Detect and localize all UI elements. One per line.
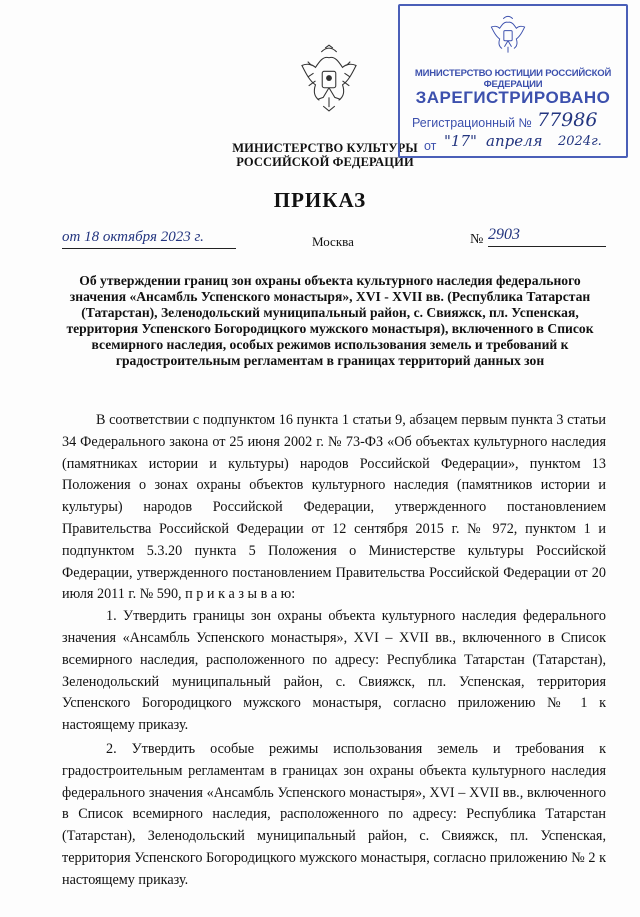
order-date-text: от 18 октября 2023 г. [62, 229, 204, 245]
order-city: Москва [312, 234, 354, 249]
ministry-line-1: МИНИСТЕРСТВО КУЛЬТУРЫ [232, 141, 418, 155]
stamp-coat-of-arms-icon [490, 14, 526, 58]
stamp-status: ЗАРЕГИСТРИРОВАНО [415, 88, 611, 107]
stamp-year: 2024г. [558, 134, 602, 149]
intro-paragraph: В соответствии с подпунктом 16 пункта 1 статьи 9, абзацем первым пункта 3 статьи 34 Федерального закона от 25 июня 2002 г. № 73-ФЗ «Об объектах культурного наследия (памятниках истории и культуры) народов Российской Федерации», пунктом 13 Положения о зонах охраны объектов культурного наследия (памятников истории и культуры) народов Российской Федерации, утвержденного постановлением Правительства Российской Федерации от 12 сентября 2015 г. № 972, пунктом 1 и подпунктом 5.3.20 пункта 5 Положения о Министерстве культуры Российской Федерации, утвержденного постановлением Правительства Российской Федерации от 20 июля 2011 г. № 590, п р и к а з ы в а ю: [62, 412, 606, 603]
date-underline [62, 248, 236, 249]
coat-of-arms-icon [300, 44, 358, 116]
number-underline [488, 246, 606, 247]
item-1-paragraph: 1. Утвердить границы зон охраны объекта культурного наследия федерального значения «Ансамбль Успенского монастыря», XVI – XVII вв., включенного в Список всемирного наследия, расположенного по адресу: Республика Татарстан (Татарстан), Зеленодольский муниципальный район, с. Свияжск, пл. Успенская, территория Успенского Богородицкого мужского монастыря, согласно приложению № 1 к настоящему приказу. [62, 608, 606, 734]
order-date [62, 229, 204, 246]
stamp-reg-number: 77986 [537, 109, 598, 131]
order-body [62, 410, 606, 892]
order-number [488, 226, 520, 244]
document-title: ПРИКАЗ [273, 188, 367, 212]
stamp-organization: МИНИСТЕРСТВО ЮСТИЦИИ РОССИЙСКОЙ ФЕДЕРАЦИИ [414, 68, 612, 90]
stamp-day: "17" [444, 132, 477, 150]
ministry-line-2: РОССИЙСКОЙ ФЕДЕРАЦИИ [236, 155, 414, 169]
stamp-reg-label: Регистрационный № [412, 116, 532, 130]
item-2-paragraph: 2. Утвердить особые режимы использования земель и требования к градостроительным регламентам в границах зон охраны объекта культурного наследия федерального значения «Ансамбль Успенского монастыря», XVI – XVII вв., включенного в Список всемирного наследия, расположенного по адресу: Республика Татарстан (Татарстан), Зеленодольский муниципальный район, с. Свияжск, пл. Успенская, территория Успенского Богородицкого мужского монастыря, согласно приложению № 2 к настоящему приказу. [62, 740, 606, 888]
registration-stamp [398, 4, 628, 158]
order-number-label: № [470, 232, 484, 247]
order-heading: Об утверждении границ зон охраны объекта культурного наследия федерального значения «Ансамбль Успенского монастыря», XVI - XVII вв. (Республика Татарстан (Татарстан), Зеленодольский муниципальный район, с. Свияжск, пл. Успенская, территория Успенского Богородицкого мужского монастыря), включенного в Список всемирного наследия, особых режимов использования земель и требований к градостроительным регламентам в границах территорий данных зон [66, 273, 594, 368]
stamp-from-label: от [424, 139, 437, 153]
stamp-month: апреля [486, 132, 543, 150]
order-number-text: 2903 [488, 226, 520, 243]
